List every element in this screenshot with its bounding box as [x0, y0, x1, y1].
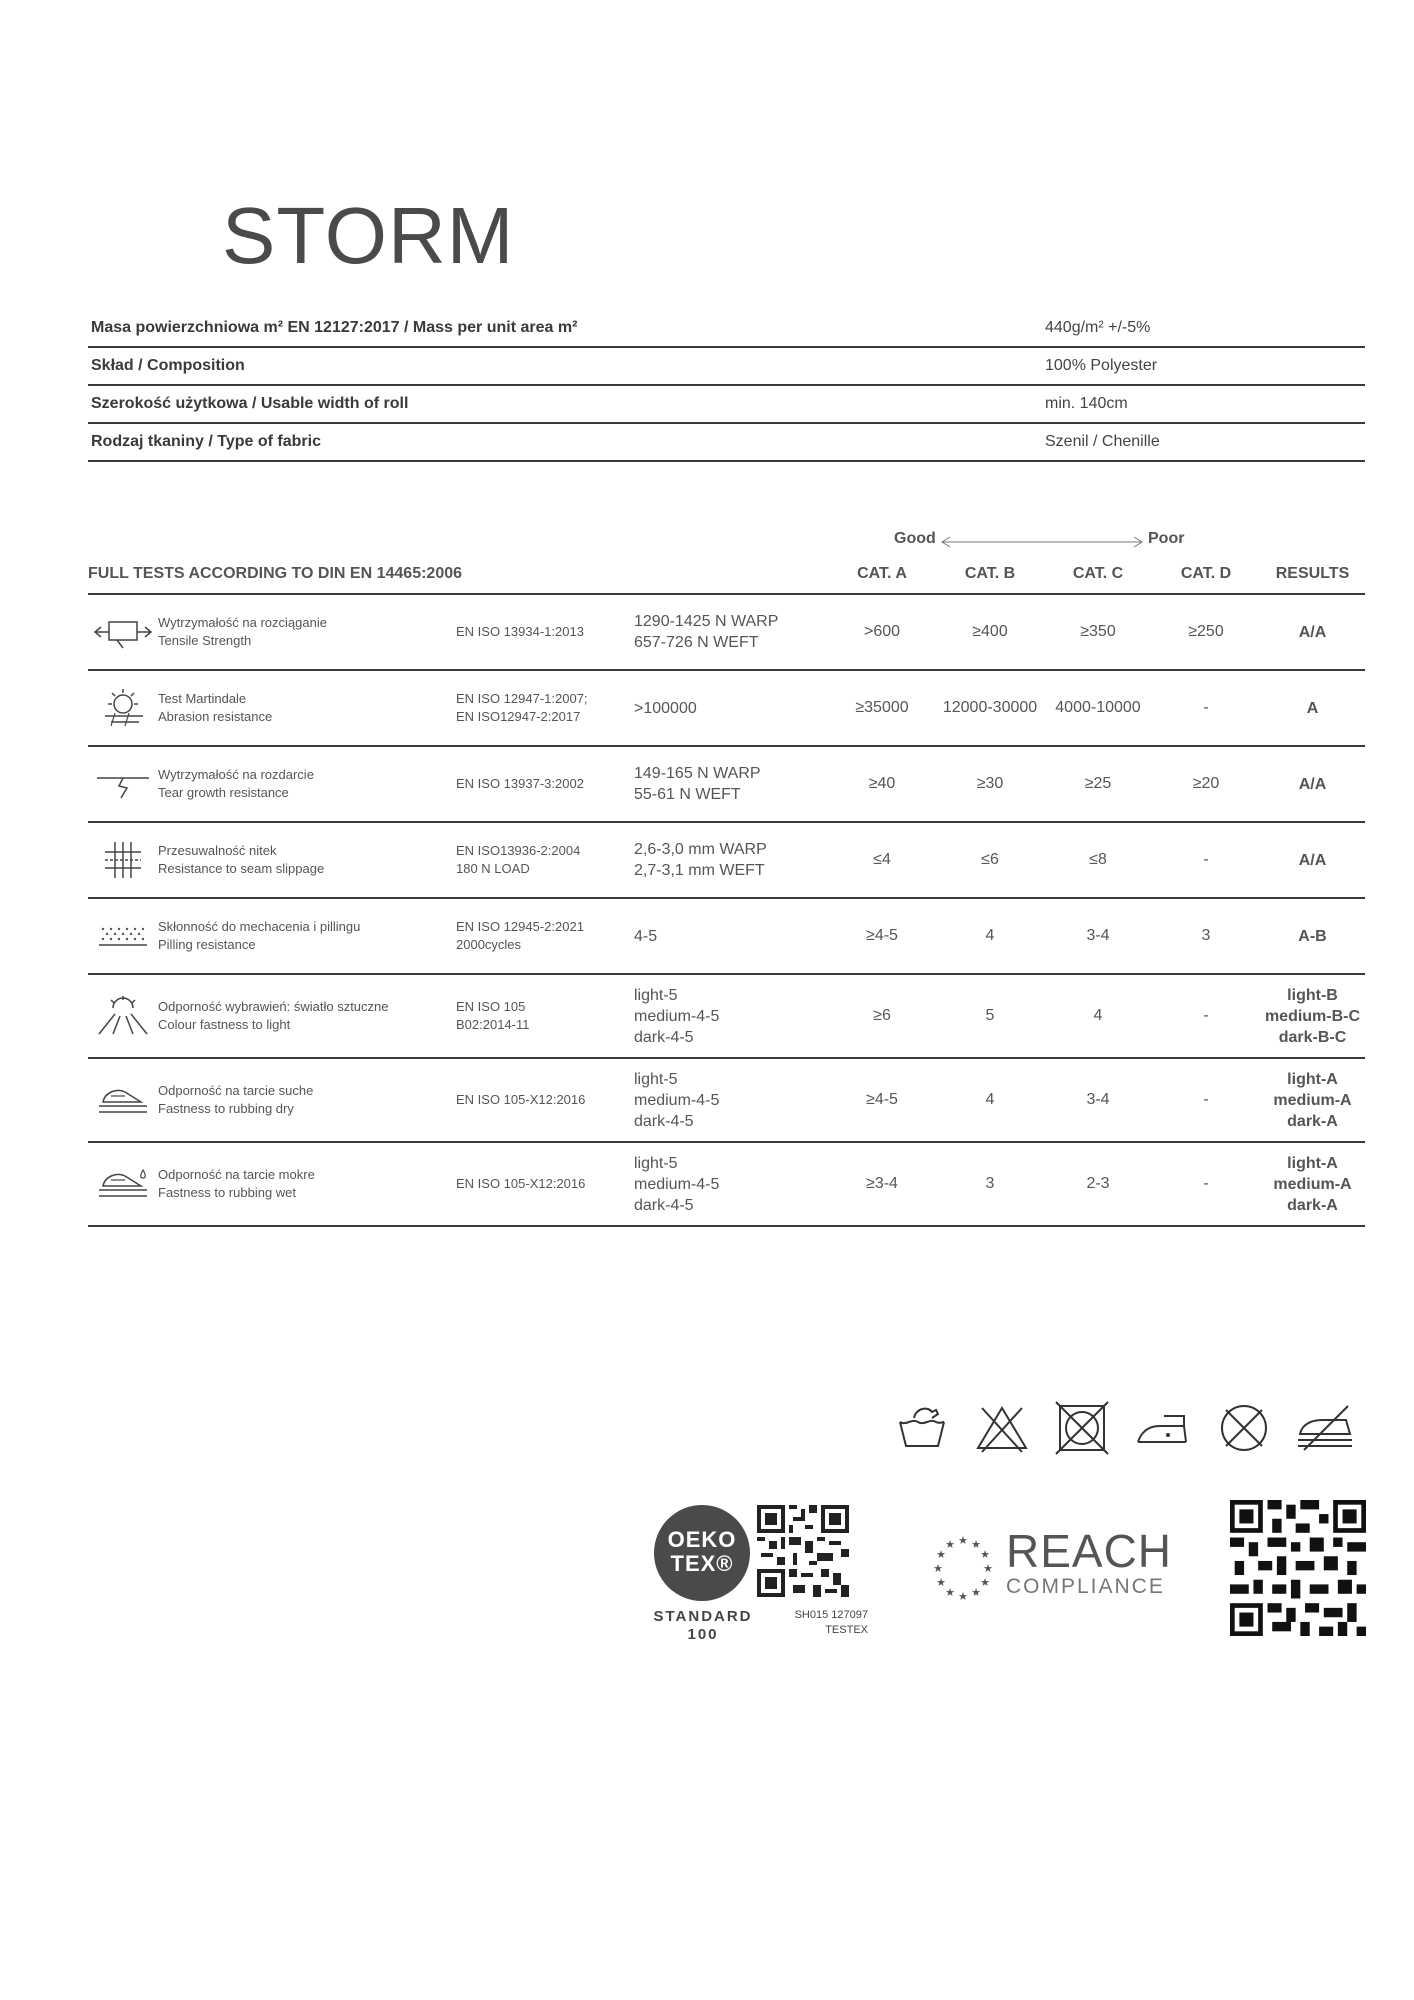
cat-b-value: 4	[936, 1058, 1044, 1142]
test-standard: B02:2014-11	[456, 1017, 530, 1032]
cat-d-value: -	[1152, 974, 1260, 1058]
cat-c-value: ≤8	[1044, 822, 1152, 898]
page-title: STORM	[222, 191, 515, 280]
spec-value: min. 140cm	[1042, 385, 1365, 423]
spec-label: Szerokość użytkowa / Usable width of roll	[88, 385, 1042, 423]
test-name-en: Tear growth resistance	[158, 785, 289, 800]
test-standard: EN ISO 105	[456, 999, 526, 1014]
test-rating: medium-A	[1273, 1175, 1352, 1193]
reach-subtitle: COMPLIANCE	[1006, 1575, 1165, 1598]
cat-a-value: ≥40	[828, 746, 936, 822]
scale-good-label: Good	[894, 530, 936, 547]
test-result: medium-4-5	[634, 1091, 720, 1109]
test-name-en: Fastness to rubbing dry	[158, 1101, 294, 1116]
test-name-pl: Test Martindale	[158, 691, 247, 706]
cat-c-value: ≥350	[1044, 594, 1152, 670]
cat-a-value: ≥6	[828, 974, 936, 1058]
cat-d-value: -	[1152, 822, 1260, 898]
cat-a-value: ≥4-5	[828, 1058, 936, 1142]
test-result: dark-4-5	[634, 1196, 694, 1214]
test-result: light-5	[634, 986, 678, 1004]
cat-b-value: ≤6	[936, 822, 1044, 898]
test-result: >100000	[634, 699, 697, 717]
spec-label: Skład / Composition	[88, 347, 1042, 385]
test-result: light-5	[634, 1070, 678, 1088]
test-standard: 180 N LOAD	[456, 861, 530, 876]
test-rating: medium-B-C	[1264, 1007, 1361, 1025]
test-name-pl: Wytrzymałość na rozciąganie	[158, 615, 327, 630]
svg-text:★: ★	[958, 1534, 968, 1547]
tensile-strength-icon	[93, 612, 153, 652]
svg-text:★: ★	[971, 1538, 981, 1551]
cat-a-value: ≤4	[828, 822, 936, 898]
table-row	[88, 898, 1365, 974]
test-result: 149-165 N WARP	[634, 765, 761, 782]
oeko-logo-line1: OEKO	[667, 1527, 737, 1552]
test-result: dark-4-5	[634, 1028, 694, 1046]
test-name-pl: Odporność na tarcie mokre	[158, 1167, 315, 1182]
test-standard: EN ISO 13934-1:2013	[456, 624, 584, 639]
test-result: medium-4-5	[634, 1175, 720, 1193]
spec-row	[88, 385, 1365, 423]
test-result: 2,7-3,1 mm WEFT	[634, 862, 765, 879]
do-not-wet-clean-icon	[1294, 1400, 1358, 1456]
spec-value: 440g/m² +/-5%	[1042, 310, 1365, 347]
test-name-pl: Odporność na tarcie suche	[158, 1083, 314, 1098]
pilling-icon	[95, 921, 151, 951]
spec-row	[88, 423, 1365, 461]
table-row	[88, 822, 1365, 898]
test-result: 657-726 N WEFT	[634, 634, 759, 651]
light-fastness-icon	[93, 994, 153, 1038]
cat-b-value: ≥400	[936, 594, 1044, 670]
svg-text:★: ★	[958, 1590, 968, 1603]
table-row	[88, 670, 1365, 746]
cat-d-value: -	[1152, 670, 1260, 746]
test-result: 2,6-3,0 mm WARP	[634, 841, 767, 858]
cat-b-value: 4	[936, 898, 1044, 974]
cat-d-value: 3	[1152, 898, 1260, 974]
iron-low-icon	[1134, 1400, 1194, 1456]
table-row	[88, 974, 1365, 1058]
spec-label: Masa powierzchniowa m² EN 12127:2017 / Mass per unit area m²	[88, 310, 1042, 347]
rubbing-wet-icon	[95, 1166, 151, 1202]
cat-a-value: ≥4-5	[828, 898, 936, 974]
svg-text:★: ★	[980, 1576, 990, 1589]
cat-c-value: 2-3	[1044, 1142, 1152, 1226]
test-name-en: Colour fastness to light	[158, 1017, 291, 1032]
cat-c-value: 4	[1044, 974, 1152, 1058]
test-result: 55-61 N WEFT	[634, 786, 741, 803]
cat-a-value: >600	[828, 594, 936, 670]
cat-d-header: CAT. D	[1152, 555, 1260, 594]
table-row	[88, 594, 1365, 670]
test-standard: EN ISO13936-2:2004	[456, 843, 581, 858]
svg-text:★: ★	[980, 1548, 990, 1561]
seam-slippage-icon	[101, 838, 145, 882]
svg-text:★: ★	[936, 1576, 946, 1589]
test-name-pl: Przesuwalność nitek	[158, 843, 277, 858]
test-name-en: Fastness to rubbing wet	[158, 1185, 297, 1200]
cat-c-value: 3-4	[1044, 1058, 1152, 1142]
rubbing-dry-icon	[95, 1082, 151, 1118]
test-rating: A-B	[1298, 927, 1327, 945]
test-result: light-5	[634, 1154, 678, 1172]
test-rating: dark-A	[1287, 1196, 1338, 1214]
spec-row	[88, 310, 1365, 347]
tear-growth-icon	[93, 766, 153, 802]
results-header: RESULTS	[1260, 555, 1365, 594]
svg-text:★: ★	[936, 1548, 946, 1561]
test-standard: EN ISO 13937-3:2002	[456, 776, 584, 791]
test-result: dark-4-5	[634, 1112, 694, 1130]
spec-row	[88, 347, 1365, 385]
test-rating: A/A	[1298, 623, 1327, 641]
cat-b-header: CAT. B	[936, 555, 1044, 594]
cat-a-value: ≥3-4	[828, 1142, 936, 1226]
test-standard: EN ISO 105-X12:2016	[456, 1092, 586, 1107]
reach-title: REACH	[1006, 1525, 1173, 1577]
cat-d-value: ≥20	[1152, 746, 1260, 822]
scale-poor-label: Poor	[1148, 530, 1185, 547]
good-poor-scale	[890, 530, 1190, 554]
cat-c-header: CAT. C	[1044, 555, 1152, 594]
cat-b-value: 12000-30000	[936, 670, 1044, 746]
test-result: 4-5	[634, 927, 658, 945]
test-rating: A/A	[1298, 851, 1327, 869]
test-rating: dark-B-C	[1278, 1028, 1347, 1046]
spec-value: 100% Polyester	[1042, 347, 1365, 385]
test-name-pl: Wytrzymałość na rozdarcie	[158, 767, 314, 782]
tests-table	[88, 555, 1365, 1227]
oeko-cert-number: SH015 127097	[794, 1609, 868, 1621]
oeko-institute: TESTEX	[825, 1624, 868, 1636]
test-standard: EN ISO 105-X12:2016	[456, 1176, 586, 1191]
test-rating: A	[1306, 699, 1319, 717]
svg-text:★: ★	[983, 1562, 993, 1575]
test-result: medium-4-5	[634, 1007, 720, 1025]
test-name-en: Resistance to seam slippage	[158, 861, 325, 876]
test-standard: 2000cycles	[456, 937, 522, 952]
oeko-standard-label: STANDARD 100	[653, 1608, 753, 1643]
test-rating: medium-A	[1273, 1091, 1352, 1109]
svg-text:★: ★	[945, 1586, 955, 1599]
table-row	[88, 1058, 1365, 1142]
test-name-en: Pilling resistance	[158, 937, 256, 952]
oeko-tex-logo	[654, 1505, 750, 1601]
test-result: 1290-1425 N WARP	[634, 613, 779, 630]
cat-a-value: ≥35000	[828, 670, 936, 746]
cat-a-header: CAT. A	[828, 555, 936, 594]
hand-wash-icon	[894, 1400, 950, 1456]
test-standard: EN ISO12947-2:2017	[456, 709, 581, 724]
cat-b-value: 3	[936, 1142, 1044, 1226]
test-rating: light-B	[1287, 986, 1338, 1004]
table-row	[88, 1142, 1365, 1226]
test-name-en: Abrasion resistance	[158, 709, 273, 724]
cat-d-value: -	[1152, 1142, 1260, 1226]
test-name-en: Tensile Strength	[158, 633, 252, 648]
test-name-pl: Skłonność do mechacenia i pillingu	[158, 919, 361, 934]
spec-table	[88, 310, 1365, 462]
cat-b-value: ≥30	[936, 746, 1044, 822]
svg-text:★: ★	[945, 1538, 955, 1551]
cat-c-value: 4000-10000	[1044, 670, 1152, 746]
do-not-bleach-icon	[974, 1400, 1030, 1456]
test-standard: EN ISO 12947-1:2007;	[456, 691, 588, 706]
test-rating: light-A	[1287, 1070, 1338, 1088]
care-symbols	[894, 1400, 1364, 1460]
spec-value: Szenil / Chenille	[1042, 423, 1365, 461]
test-standard: EN ISO 12945-2:2021	[456, 919, 584, 934]
test-rating: dark-A	[1287, 1112, 1338, 1130]
cat-b-value: 5	[936, 974, 1044, 1058]
test-rating: light-A	[1287, 1154, 1338, 1172]
test-rating: A/A	[1298, 775, 1327, 793]
spec-label: Rodzaj tkaniny / Type of fabric	[88, 423, 1042, 461]
qr-code-icon	[1230, 1500, 1366, 1636]
cat-c-value: ≥25	[1044, 746, 1152, 822]
cat-d-value: ≥250	[1152, 594, 1260, 670]
test-name-pl: Odporność wybrawień: światło sztuczne	[158, 999, 389, 1014]
double-arrow-icon	[940, 536, 1144, 548]
table-row	[88, 746, 1365, 822]
do-not-dry-clean-icon	[1216, 1400, 1272, 1456]
do-not-tumble-dry-icon	[1054, 1400, 1110, 1456]
cat-d-value: -	[1152, 1058, 1260, 1142]
oeko-logo-line2: TEX®	[670, 1551, 734, 1576]
cat-c-value: 3-4	[1044, 898, 1152, 974]
abrasion-icon	[93, 686, 153, 730]
svg-text:★: ★	[933, 1562, 943, 1575]
oeko-certificate	[758, 1608, 868, 1638]
tests-title: FULL TESTS ACCORDING TO DIN EN 14465:2006	[88, 555, 828, 594]
tests-header-row	[88, 555, 1365, 594]
qr-code-icon	[757, 1505, 849, 1597]
svg-text:★: ★	[971, 1586, 981, 1599]
eu-stars-icon	[928, 1534, 998, 1604]
